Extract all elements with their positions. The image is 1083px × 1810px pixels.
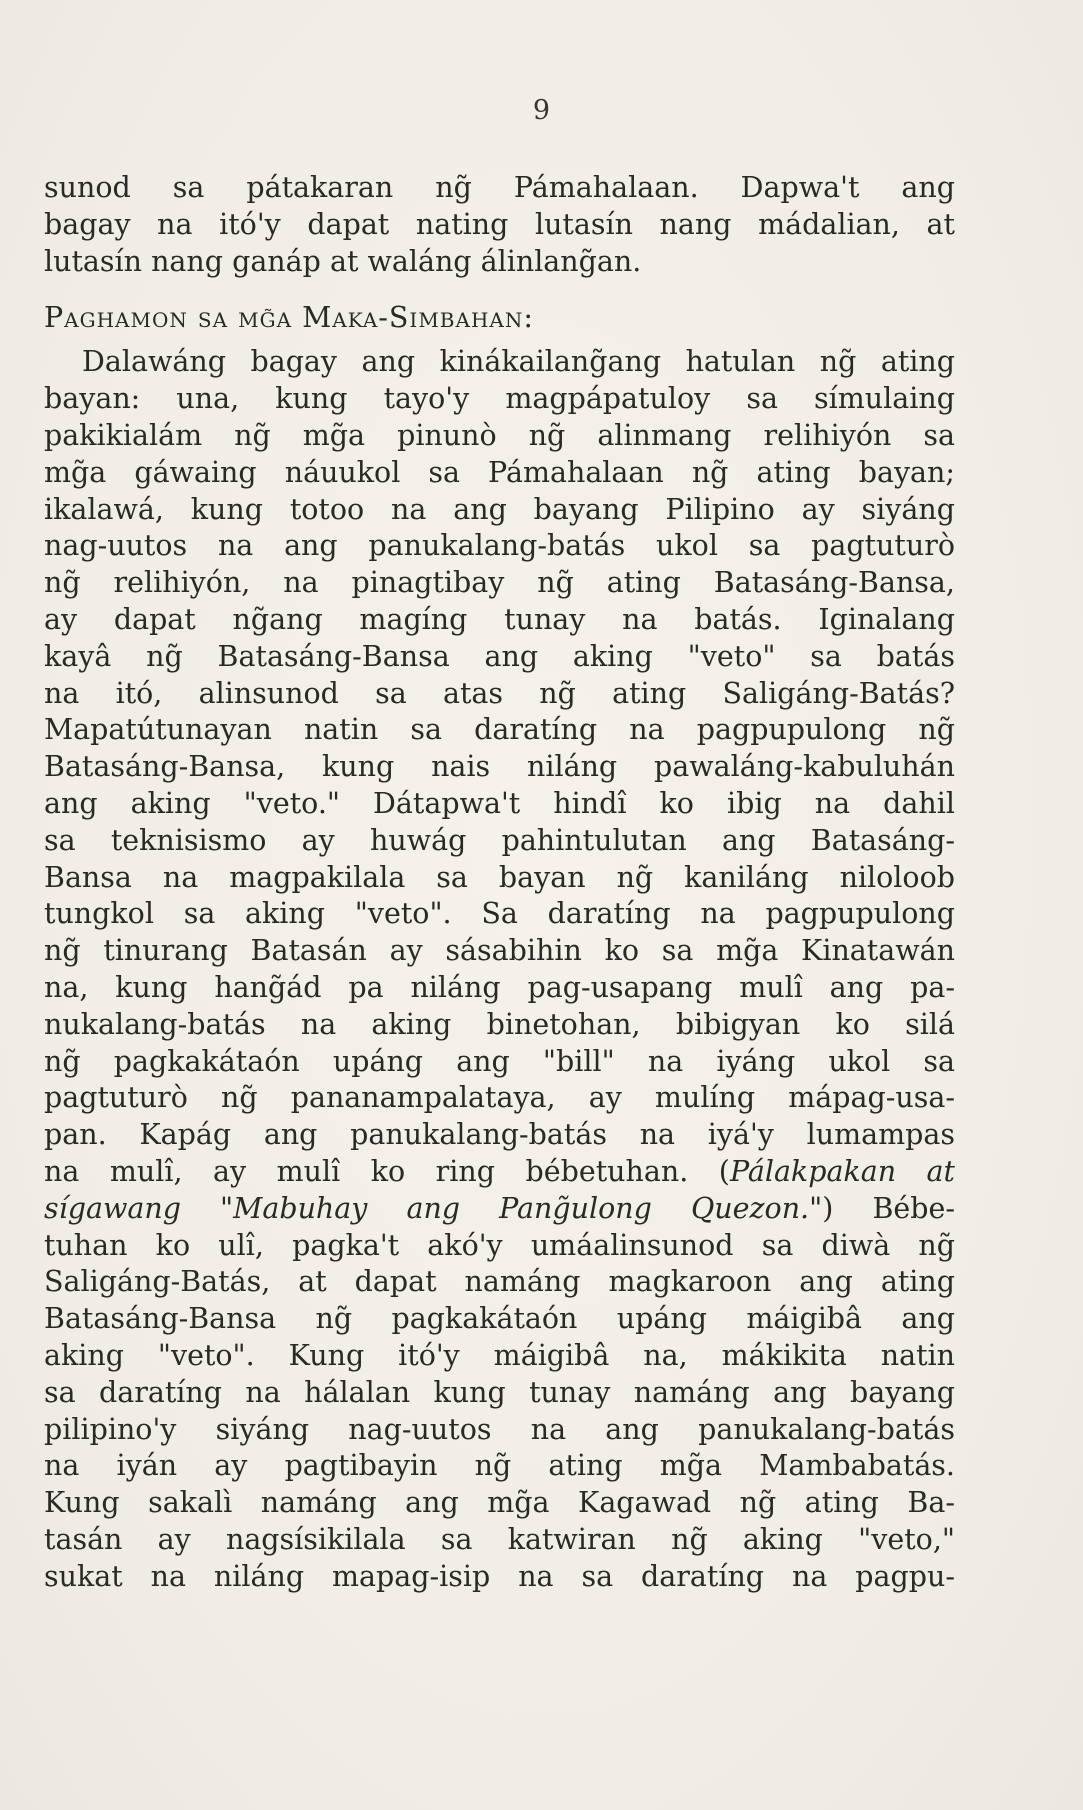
paragraph-2 bbox=[44, 344, 955, 1595]
text-line: Batasáng-Bansa, kung nais niláng pawaláng-kabuluhán bbox=[44, 750, 955, 784]
page-number: 9 bbox=[532, 95, 551, 126]
text-line: ng̃ tinurang Batasán ay sásabihin ko sa mg̃a Kinatawán bbox=[44, 934, 955, 968]
text-line: ng̃ pagkakátaón upáng ang "bill" na iyáng ukol sa bbox=[44, 1044, 955, 1078]
text-line: mg̃a gáwaing náuukol sa Pámahalaan ng̃ ating bayan; bbox=[44, 455, 955, 489]
text-line: sa teknisismo ay huwág pahintulutan ang Batasáng- bbox=[44, 823, 955, 857]
text-line: aking "veto". Kung itó'y máigibâ na, mákikita natin bbox=[44, 1338, 955, 1372]
text-line: ikalawá, kung totoo na ang bayang Pilipino ay siyáng bbox=[44, 492, 955, 526]
paragraph-1 bbox=[44, 170, 955, 280]
text-line: tuhan ko ulî, pagka't akó'y umáalinsunod sa diwà ng̃ bbox=[44, 1228, 955, 1262]
text-line: nukalang-batás na aking binetohan, bibigyan ko silá bbox=[44, 1007, 955, 1041]
text-line: Batasáng-Bansa ng̃ pagkakátaón upáng máigibâ ang bbox=[44, 1302, 955, 1336]
text-line: lutasín nang ganáp at waláng álinlang̃an. bbox=[44, 244, 642, 278]
text-line: Kung sakalì namáng ang mg̃a Kagawad ng̃ ating Ba- bbox=[44, 1486, 955, 1520]
text-line: Bansa na magpakilala sa bayan ng̃ kaniláng niloloob bbox=[44, 860, 955, 894]
text-line: tasán ay nagsísikilala sa katwiran ng̃ aking "veto," bbox=[44, 1522, 955, 1556]
section-heading: Paghamon sa mg̃a Maka-Simbahan: bbox=[44, 301, 534, 335]
text-line: sa daratíng na hálalan kung tunay namáng ang bayang bbox=[44, 1375, 955, 1409]
text-line: ay dapat ng̃ang magíng tunay na batás. Iginalang bbox=[44, 602, 955, 636]
text-line: pakikialám ng̃ mg̃a pinunò ng̃ alinmang relihiyón sa bbox=[44, 418, 955, 452]
text-line: Mapatútunayan natin sa daratíng na pagpupulong ng̃ bbox=[44, 713, 955, 747]
text-line: bagay na itó'y dapat nating lutasín nang mádalian, at bbox=[44, 207, 955, 241]
text-line: tungkol sa aking "veto". Sa daratíng na pagpupulong bbox=[44, 897, 955, 931]
text-line: na, kung hang̃ád pa niláng pag-usapang mulî ang pa- bbox=[44, 970, 955, 1004]
text-line: ang aking "veto." Dátapwa't hindî ko ibig na dahil bbox=[44, 786, 955, 820]
body-text bbox=[44, 170, 955, 1595]
text-line: pagtuturò ng̃ pananampalataya, ay mulíng mápag-usa- bbox=[44, 1081, 955, 1115]
text-line: nag-uutos na ang panukalang-batás ukol sa pagtuturò bbox=[44, 529, 955, 563]
text-line: Saligáng-Batás, at dapat namáng magkaroon ang ating bbox=[44, 1265, 955, 1299]
text-line: pan. Kapág ang panukalang-batás na iyá'y lumampas bbox=[44, 1118, 955, 1152]
text-line: sígawang "Mabuhay ang Pang̃ulong Quezon.") Bébe- bbox=[44, 1191, 955, 1225]
text-line: sukat na niláng mapag-isip na sa daratíng na pagpu- bbox=[44, 1559, 955, 1593]
text-line: Dalawáng bagay ang kinákailang̃ang hatulan ng̃ ating bbox=[82, 345, 955, 379]
text-line: bayan: una, kung tayo'y magpápatuloy sa símulaing bbox=[44, 382, 955, 416]
text-line: na mulî, ay mulî ko ring bébetuhan. (Pálakpakan at bbox=[44, 1154, 955, 1188]
text-line: sunod sa pátakaran ng̃ Pámahalaan. Dapwa't ang bbox=[44, 171, 955, 204]
text-line: na iyán ay pagtibayin ng̃ ating mg̃a Mambabatás. bbox=[44, 1449, 955, 1483]
text-line: na itó, alinsunod sa atas ng̃ ating Saligáng-Batás? bbox=[44, 676, 955, 710]
text-line: kayâ ng̃ Batasáng-Bansa ang aking "veto" sa batás bbox=[44, 639, 955, 673]
text-line: pilipino'y siyáng nag-uutos na ang panukalang-batás bbox=[44, 1412, 955, 1446]
text-line: ng̃ relihiyón, na pinagtibay ng̃ ating Batasáng-Bansa, bbox=[44, 566, 955, 600]
